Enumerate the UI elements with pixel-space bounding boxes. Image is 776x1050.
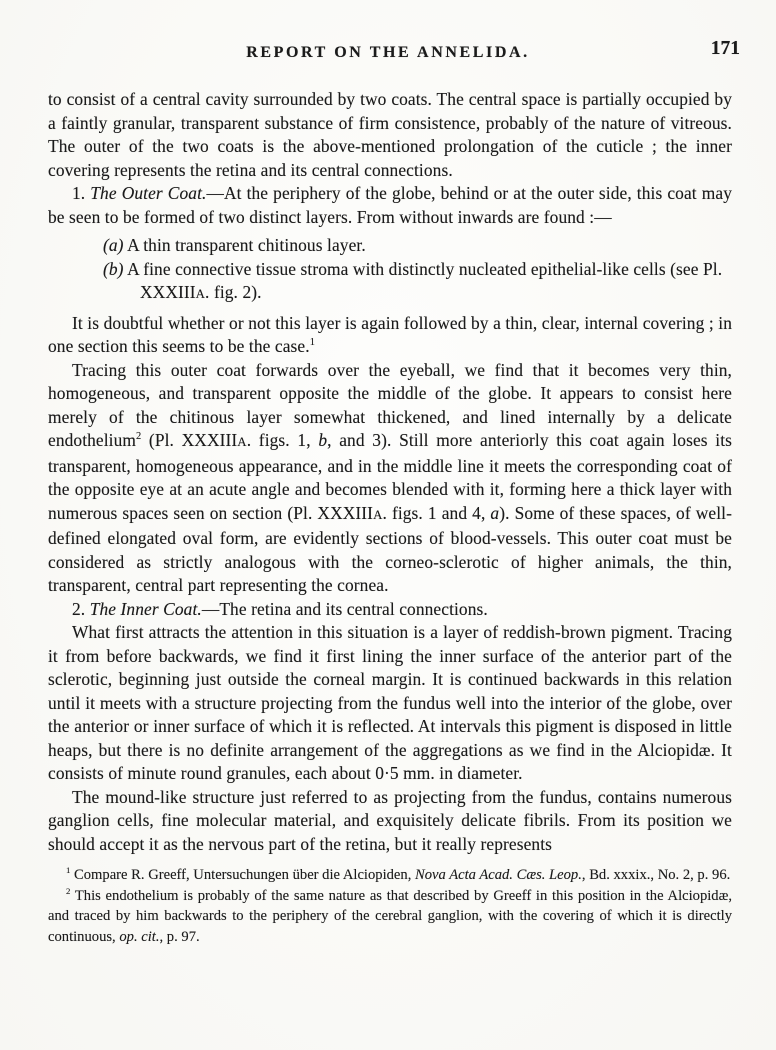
page-body — [48, 88, 732, 856]
page-number: 171 — [710, 38, 740, 59]
outer-coat-section-paragraph: 1. The Outer Coat.—At the periphery of the globe, behind or at the outer side, this coat may be seen to be formed of two distinct layers. From without inwards are found :— — [48, 183, 732, 227]
list-item-b: (b) A fine connective tissue stroma with distinctly nucleated epithelial-like cells (see Pl. XXXIIIA. fig. 2). — [103, 258, 723, 302]
tracing-outer-coat-paragraph: Tracing this outer coat forwards over the eyeball, we find that it becomes very thin, homogeneous, and transparent opposite the middle of the globe. It appears to consist here merely of the chitinous layer somewhat thickened, and lined internally by a delicate endothelium$^2$ (Pl. XXXIIIA. figs. 1, b, and 3). Still more anteriorly this coat again loses its transparent, homogeneous appearance, and in the middle line it meets the corresponding coat of the opposite eye at an acute angle and becomes blended with it, forming here a thick layer with numerous spaces seen on section (Pl. XXXIIIA. figs. 1 and 4, a). Some of these spaces, of well-defined elongated oval form, are evidently sections of blood-vessels. This outer coat must be considered as strictly analogous with the corneo-sclerotic of higher animals, the thin, transparent, central part representing the cornea. — [48, 359, 733, 595]
inner-coat-section-paragraph: 2. The Inner Coat.—The retina and its central connections. — [72, 598, 488, 619]
footnote-2: $^2$ This endothelium is probably of the same nature as that described by Greeff in this position in the Alciopidæ, and traced by him backwards to the periphery of the cerebral ganglion, with the covering of which it is directly continuous, op. cit., p. 97. — [48, 885, 732, 945]
list-item-a: (a) A thin transparent chitinous layer. — [103, 235, 366, 255]
page-header — [0, 0, 776, 64]
continuation-paragraph: to consist of a central cavity surrounded by two coats. The central space is partially occupied by a faintly granular, transparent substance of firm consistence, probably of the nature of vitreous. The outer of the two coats is the above-mentioned prolongation of the cuticle ; the inner covering represents the retina and its central connections. — [48, 89, 732, 180]
doubtful-layer-paragraph: It is doubtful whether or not this layer is again followed by a thin, clear, internal covering ; in one section this seems to be the case.$^1$ — [48, 312, 732, 356]
mound-structure-paragraph: The mound-like structure just referred to as projecting from the fundus, contains numerous ganglion cells, fine molecular material, and exquisitely delicate fibrils. From its position we should accept it as the nervous part of the retina, but it really represents — [48, 786, 732, 854]
pigment-layer-paragraph: What first attracts the attention in this situation is a layer of reddish-brown pigment. Tracing it from before backwards, we find it first lining the inner surface of the anterior part of the sclerotic, beginning just outside the corneal margin. It is continued backwards in this relation until it meets with a structure projecting from the fundus well into the interior of the globe, over the anterior or inner surface of which it is reflected. At intervals this pigment is disposed in little heaps, but there is no definite arrangement of the aggregations as we find in the Alciopidæ. It consists of minute round granules, each about 0·5 mm. in diameter. — [48, 622, 732, 783]
footnote-1: $^1$ Compare R. Greeff, Untersuchungen über die Alciopiden, Nova Acta Acad. Cæs. Leop., Bd. xxxix., No. 2, p. 96. — [66, 865, 731, 883]
running-title: REPORT ON THE ANNELIDA. — [246, 44, 530, 61]
footnotes — [48, 865, 732, 947]
